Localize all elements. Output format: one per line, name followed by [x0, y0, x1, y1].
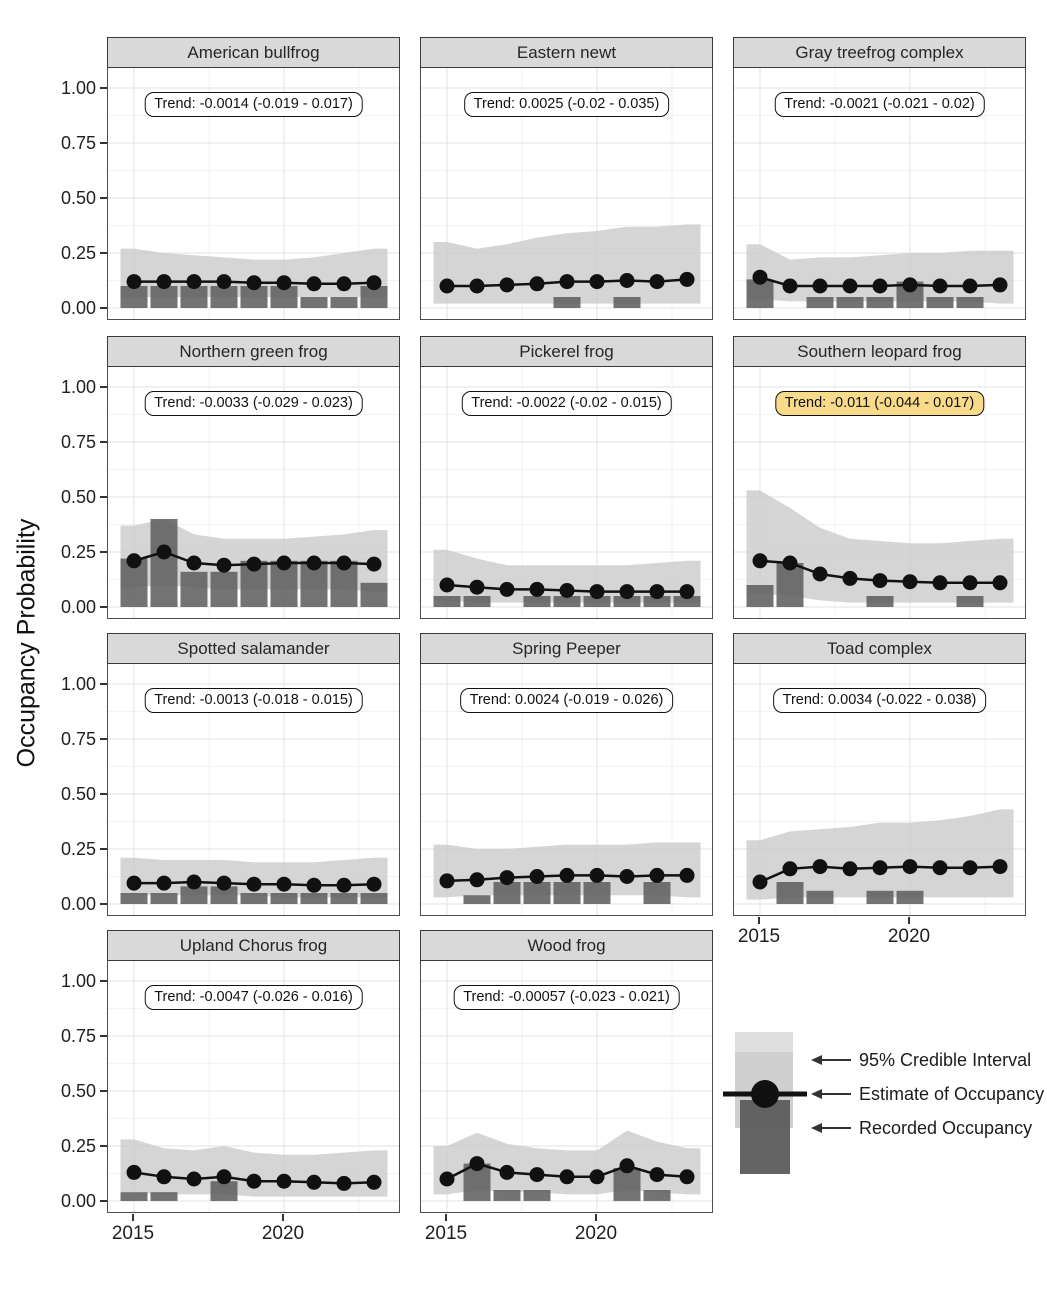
estimate-point — [440, 873, 455, 888]
estimate-point — [933, 860, 948, 875]
estimate-point — [530, 1167, 545, 1182]
y-tick-mark — [100, 197, 107, 199]
y-tick-label: 0.75 — [60, 729, 96, 749]
y-tick-label: 0.25 — [60, 243, 96, 263]
estimate-point — [470, 279, 485, 294]
estimate-point — [500, 277, 515, 292]
y-tick-mark — [100, 903, 107, 905]
estimate-point — [277, 1174, 292, 1189]
y-tick-mark — [100, 1035, 107, 1037]
y-tick-label: 0.50 — [60, 1081, 96, 1101]
legend-arrowhead-icon — [811, 1123, 822, 1133]
panel-strip — [420, 633, 713, 664]
panel-title: Southern leopard frog — [797, 341, 962, 361]
trend-annotation: Trend: -0.0021 (-0.021 - 0.02) — [774, 92, 984, 117]
estimate-point — [560, 868, 575, 883]
estimate-point — [783, 861, 798, 876]
x-tick-label: 2020 — [261, 1223, 305, 1244]
panel-strip — [107, 336, 400, 367]
species-panel — [107, 336, 400, 619]
panel-plot — [420, 961, 713, 1213]
y-tick-label: 0.25 — [60, 542, 96, 562]
estimate-point — [813, 859, 828, 874]
estimate-point — [217, 1169, 232, 1184]
panel-title: Spotted salamander — [177, 638, 330, 658]
y-tick-label: 1.00 — [60, 674, 96, 694]
panel-strip — [733, 336, 1026, 367]
estimate-point — [247, 1174, 262, 1189]
estimate-point — [753, 270, 768, 285]
estimate-point — [620, 584, 635, 599]
estimate-point — [277, 275, 292, 290]
panel-strip — [733, 633, 1026, 664]
estimate-point — [680, 584, 695, 599]
trend-annotation: Trend: -0.0014 (-0.019 - 0.017) — [144, 92, 363, 117]
species-panel — [420, 37, 713, 320]
y-tick-label: 0.00 — [60, 1191, 96, 1211]
legend-label: Recorded Occupancy — [859, 1117, 1033, 1138]
y-tick-label: 0.75 — [60, 432, 96, 452]
trend-annotation: Trend: 0.0024 (-0.019 - 0.026) — [460, 688, 674, 713]
panel-strip — [420, 336, 713, 367]
species-panel — [107, 633, 400, 916]
y-tick-label: 1.00 — [60, 377, 96, 397]
estimate-point — [127, 274, 142, 289]
estimate-point — [680, 1169, 695, 1184]
legend-bar-swatch — [740, 1100, 790, 1174]
species-panel — [107, 930, 400, 1213]
estimate-point — [680, 272, 695, 287]
legend-arrowhead-icon — [811, 1055, 822, 1065]
estimate-point — [903, 277, 918, 292]
species-panel — [420, 930, 713, 1213]
panel-title: American bullfrog — [187, 42, 320, 62]
panel-strip — [107, 930, 400, 961]
y-axis-title: Occupancy Probability — [12, 518, 41, 768]
estimate-point — [307, 878, 322, 893]
estimate-point — [620, 273, 635, 288]
estimate-point — [843, 861, 858, 876]
estimate-point — [217, 558, 232, 573]
estimate-point — [753, 875, 768, 890]
y-tick-mark — [100, 87, 107, 89]
estimate-point — [530, 869, 545, 884]
y-tick-label: 0.50 — [60, 487, 96, 507]
y-tick-label: 0.25 — [60, 839, 96, 859]
y-tick-label: 0.00 — [60, 298, 96, 318]
x-tick-label: 2015 — [111, 1223, 155, 1244]
panel-plot — [107, 367, 400, 619]
y-tick-mark — [100, 683, 107, 685]
panel-title: Wood frog — [527, 935, 606, 955]
x-tick-mark — [595, 1214, 597, 1221]
estimate-point — [470, 1156, 485, 1171]
panel-plot — [107, 961, 400, 1213]
estimate-point — [783, 556, 798, 571]
estimate-point — [337, 1176, 352, 1191]
estimate-point — [500, 1165, 515, 1180]
panel-plot — [733, 664, 1026, 916]
estimate-point — [367, 1175, 382, 1190]
x-tick-mark — [132, 1214, 134, 1221]
y-tick-mark — [100, 793, 107, 795]
panel-plot — [420, 664, 713, 916]
estimate-point — [277, 877, 292, 892]
legend-label: Estimate of Occupancy — [859, 1083, 1045, 1104]
y-tick-mark — [100, 142, 107, 144]
estimate-point — [127, 1165, 142, 1180]
estimate-point — [217, 274, 232, 289]
estimate-point — [247, 877, 262, 892]
estimate-point — [933, 279, 948, 294]
trend-annotation: Trend: -0.0022 (-0.02 - 0.015) — [461, 391, 671, 416]
estimate-point — [500, 582, 515, 597]
estimate-point — [470, 580, 485, 595]
estimate-point — [873, 860, 888, 875]
trend-annotation: Trend: -0.00057 (-0.023 - 0.021) — [453, 985, 680, 1010]
y-tick-label: 0.75 — [60, 133, 96, 153]
x-tick-label: 2015 — [737, 926, 781, 947]
estimate-point — [157, 876, 172, 891]
estimate-point — [993, 277, 1008, 292]
estimate-point — [993, 575, 1008, 590]
estimate-point — [247, 557, 262, 572]
species-panel — [733, 336, 1026, 619]
y-tick-mark — [100, 738, 107, 740]
panel-strip — [420, 37, 713, 68]
panel-title: Upland Chorus frog — [179, 935, 328, 955]
legend-item — [811, 1118, 1032, 1138]
estimate-point — [157, 274, 172, 289]
y-tick-label: 0.00 — [60, 894, 96, 914]
legend-point-swatch — [751, 1080, 779, 1108]
y-tick-mark — [100, 551, 107, 553]
estimate-point — [307, 276, 322, 291]
trend-annotation: Trend: -0.0033 (-0.029 - 0.023) — [144, 391, 363, 416]
y-tick-mark — [100, 980, 107, 982]
estimate-point — [963, 860, 978, 875]
estimate-point — [187, 556, 202, 571]
legend-item — [811, 1084, 1044, 1104]
estimate-point — [157, 545, 172, 560]
estimate-point — [307, 1175, 322, 1190]
estimate-point — [590, 584, 605, 599]
species-panel — [107, 37, 400, 320]
estimate-point — [783, 279, 798, 294]
estimate-point — [187, 875, 202, 890]
y-tick-label: 0.00 — [60, 597, 96, 617]
panel-title: Pickerel frog — [519, 341, 614, 361]
trend-annotation: Trend: -0.011 (-0.044 - 0.017) — [775, 391, 984, 416]
estimate-point — [127, 553, 142, 568]
y-tick-mark — [100, 441, 107, 443]
panel-plot — [420, 367, 713, 619]
estimate-point — [247, 275, 262, 290]
estimate-point — [530, 582, 545, 597]
estimate-point — [500, 870, 515, 885]
estimate-point — [650, 274, 665, 289]
panel-plot — [733, 68, 1026, 320]
estimate-point — [650, 868, 665, 883]
estimate-point — [813, 567, 828, 582]
estimate-point — [217, 876, 232, 891]
estimate-point — [560, 583, 575, 598]
x-tick-mark — [282, 1214, 284, 1221]
y-tick-mark — [100, 1145, 107, 1147]
y-tick-mark — [100, 496, 107, 498]
estimate-point — [873, 573, 888, 588]
estimate-point — [753, 553, 768, 568]
y-tick-label: 0.25 — [60, 1136, 96, 1156]
estimate-point — [590, 274, 605, 289]
x-tick-mark — [758, 917, 760, 924]
legend — [723, 1016, 1047, 1188]
panel-strip — [420, 930, 713, 961]
estimate-point — [367, 275, 382, 290]
estimate-point — [590, 1169, 605, 1184]
estimate-point — [337, 276, 352, 291]
panel-title: Toad complex — [827, 638, 932, 658]
estimate-point — [157, 1169, 172, 1184]
y-tick-mark — [100, 252, 107, 254]
x-tick-label: 2015 — [424, 1223, 468, 1244]
estimate-point — [440, 279, 455, 294]
estimate-point — [560, 1169, 575, 1184]
estimate-point — [367, 877, 382, 892]
estimate-point — [337, 878, 352, 893]
y-tick-mark — [100, 848, 107, 850]
species-panel — [733, 37, 1026, 320]
species-panel — [420, 336, 713, 619]
estimate-point — [187, 274, 202, 289]
trend-annotation: Trend: -0.0013 (-0.018 - 0.015) — [144, 688, 363, 713]
estimate-point — [307, 556, 322, 571]
panel-strip — [107, 633, 400, 664]
panel-title: Northern green frog — [179, 341, 328, 361]
legend-ribbon-swatch-top — [735, 1032, 793, 1052]
panel-plot — [420, 68, 713, 320]
y-tick-mark — [100, 1090, 107, 1092]
estimate-point — [650, 1167, 665, 1182]
estimate-line — [127, 274, 382, 291]
y-tick-label: 0.75 — [60, 1026, 96, 1046]
species-panel — [420, 633, 713, 916]
estimate-point — [843, 279, 858, 294]
estimate-point — [470, 872, 485, 887]
trend-annotation: Trend: 0.0034 (-0.022 - 0.038) — [773, 688, 987, 713]
panel-plot — [107, 664, 400, 916]
panel-strip — [733, 37, 1026, 68]
estimate-point — [337, 556, 352, 571]
panel-strip — [107, 37, 400, 68]
y-tick-mark — [100, 307, 107, 309]
legend-arrowhead-icon — [811, 1089, 822, 1099]
estimate-point — [440, 578, 455, 593]
estimate-point — [187, 1172, 202, 1187]
x-tick-label: 2020 — [574, 1223, 618, 1244]
estimate-point — [813, 279, 828, 294]
estimate-point — [620, 869, 635, 884]
panel-title: Gray treefrog complex — [795, 42, 964, 62]
estimate-point — [680, 868, 695, 883]
estimate-point — [843, 571, 858, 586]
y-tick-label: 0.50 — [60, 784, 96, 804]
estimate-point — [440, 1172, 455, 1187]
estimate-point — [127, 876, 142, 891]
estimate-point — [560, 274, 575, 289]
trend-annotation: Trend: 0.0025 (-0.02 - 0.035) — [464, 92, 670, 117]
y-tick-label: 1.00 — [60, 78, 96, 98]
estimate-point — [873, 279, 888, 294]
estimate-point — [963, 575, 978, 590]
y-tick-mark — [100, 606, 107, 608]
estimate-point — [993, 859, 1008, 874]
estimate-point — [590, 868, 605, 883]
trend-annotation: Trend: -0.0047 (-0.026 - 0.016) — [144, 985, 363, 1010]
estimate-point — [620, 1158, 635, 1173]
estimate-point — [367, 557, 382, 572]
legend-item — [811, 1050, 1031, 1070]
estimate-point — [903, 574, 918, 589]
x-tick-mark — [445, 1214, 447, 1221]
y-tick-label: 0.50 — [60, 188, 96, 208]
y-tick-mark — [100, 386, 107, 388]
x-tick-label: 2020 — [887, 926, 931, 947]
panel-title: Spring Peeper — [512, 638, 621, 658]
species-panel — [733, 633, 1026, 916]
estimate-point — [903, 859, 918, 874]
estimate-point — [650, 584, 665, 599]
estimate-point — [530, 276, 545, 291]
panel-title: Eastern newt — [516, 42, 617, 62]
estimate-point — [933, 575, 948, 590]
y-tick-mark — [100, 1200, 107, 1202]
estimate-point — [963, 279, 978, 294]
x-tick-mark — [908, 917, 910, 924]
panel-plot — [733, 367, 1026, 619]
legend-label: 95% Credible Interval — [859, 1049, 1032, 1070]
y-tick-label: 1.00 — [60, 971, 96, 991]
panel-plot — [107, 68, 400, 320]
estimate-point — [277, 556, 292, 571]
